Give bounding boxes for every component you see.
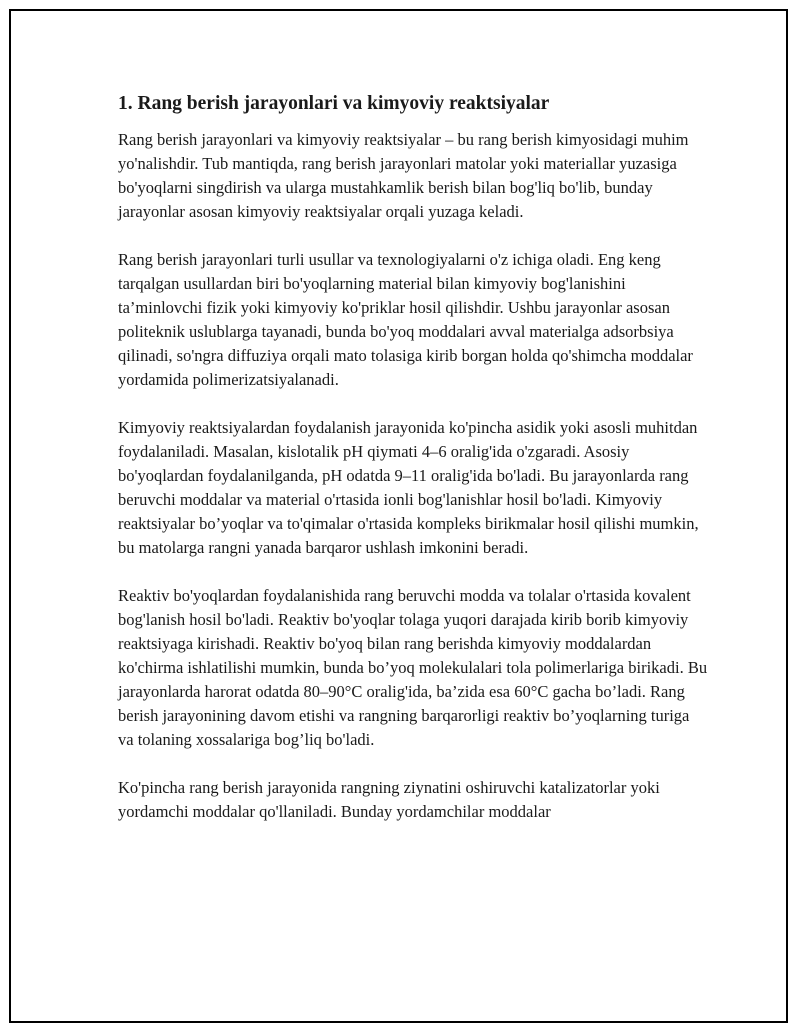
- paragraph-4: Reaktiv bo'yoqlardan foydalanishida rang beruvchi modda va tolalar o'rtasida kovalent bog'lanish hosil bo'ladi. Reaktiv bo'yoqlar tolaga yuqori darajada kirib borib kimyoviy reaktsiyaga kirishadi. Reaktiv bo'yoq bilan rang berishda kimyoviy moddalardan ko'chirma ishlatilishi mumkin, bunda bo’yoq molekulalari tola polimerlariga birikadi. Bu jarayonlarda harorat odatda 80–90°C oralig'ida, ba’zida esa 60°C gacha bo’ladi. Rang berish jarayonining davom etishi va rangning barqarorligi reaktiv bo’yoqlarning turiga va tolaning xossalariga bog’liq bo'ladi.: [118, 586, 708, 749]
- paragraph-2: Rang berish jarayonlari turli usullar va texnologiyalarni o'z ichiga oladi. Eng keng tarqalgan usullardan biri bo'yoqlarning material bilan kimyoviy bog'lanishini ta’minlovchi fizik yoki kimyoviy ko'priklar hosil qilishdir. Ushbu jarayonlar asosan politeknik uslublarga tayanadi, bunda bo'yoq moddalari avval materialga adsorbsiya qilinadi, so'ngra diffuziya orqali mato tolasiga kirib borgan holda qo'shimcha moddalar yordamida polimerizatsiyalanadi.: [118, 250, 693, 389]
- paragraph-1: Rang berish jarayonlari va kimyoviy reaktsiyalar – bu rang berish kimyosidagi muhim yo'nalishdir. Tub mantiqda, rang berish jarayonlari matolar yoki materiallar yuzasiga bo'yoqlarni singdirish va ularga mustahkamlik berish bilan bog'liq bo'lib, bunday jarayonlar asosan kimyoviy reaktsiyalar orqali yuzaga keladi.: [118, 130, 689, 221]
- document-body: [118, 90, 708, 848]
- section-heading: 1. Rang berish jarayonlari va kimyoviy reaktsiyalar: [118, 93, 550, 114]
- paragraph-3: Kimyoviy reaktsiyalardan foydalanish jarayonida ko'pincha asidik yoki asosli muhitdan foydalaniladi. Masalan, kislotalik pH qiymati 4–6 oralig'ida o'zgaradi. Asosiy bo'yoqlardan foydalanilganda, pH odatda 9–11 oralig'ida bo'ladi. Bu jarayonlarda rang beruvchi moddalar va material o'rtasida ionli bog'lanishlar hosil bo'ladi. Kimyoviy reaktsiyalar bo’yoqlar va to'qimalar o'rtasida kompleks birikmalar hosil qilishi mumkin, bu matolarga rangni yanada barqaror ushlash imkonini beradi.: [118, 418, 699, 557]
- paragraph-5: Ko'pincha rang berish jarayonida rangning ziynatini oshiruvchi katalizatorlar yoki yordamchi moddalar qo'llaniladi. Bunday yordamchilar moddalar: [118, 778, 660, 821]
